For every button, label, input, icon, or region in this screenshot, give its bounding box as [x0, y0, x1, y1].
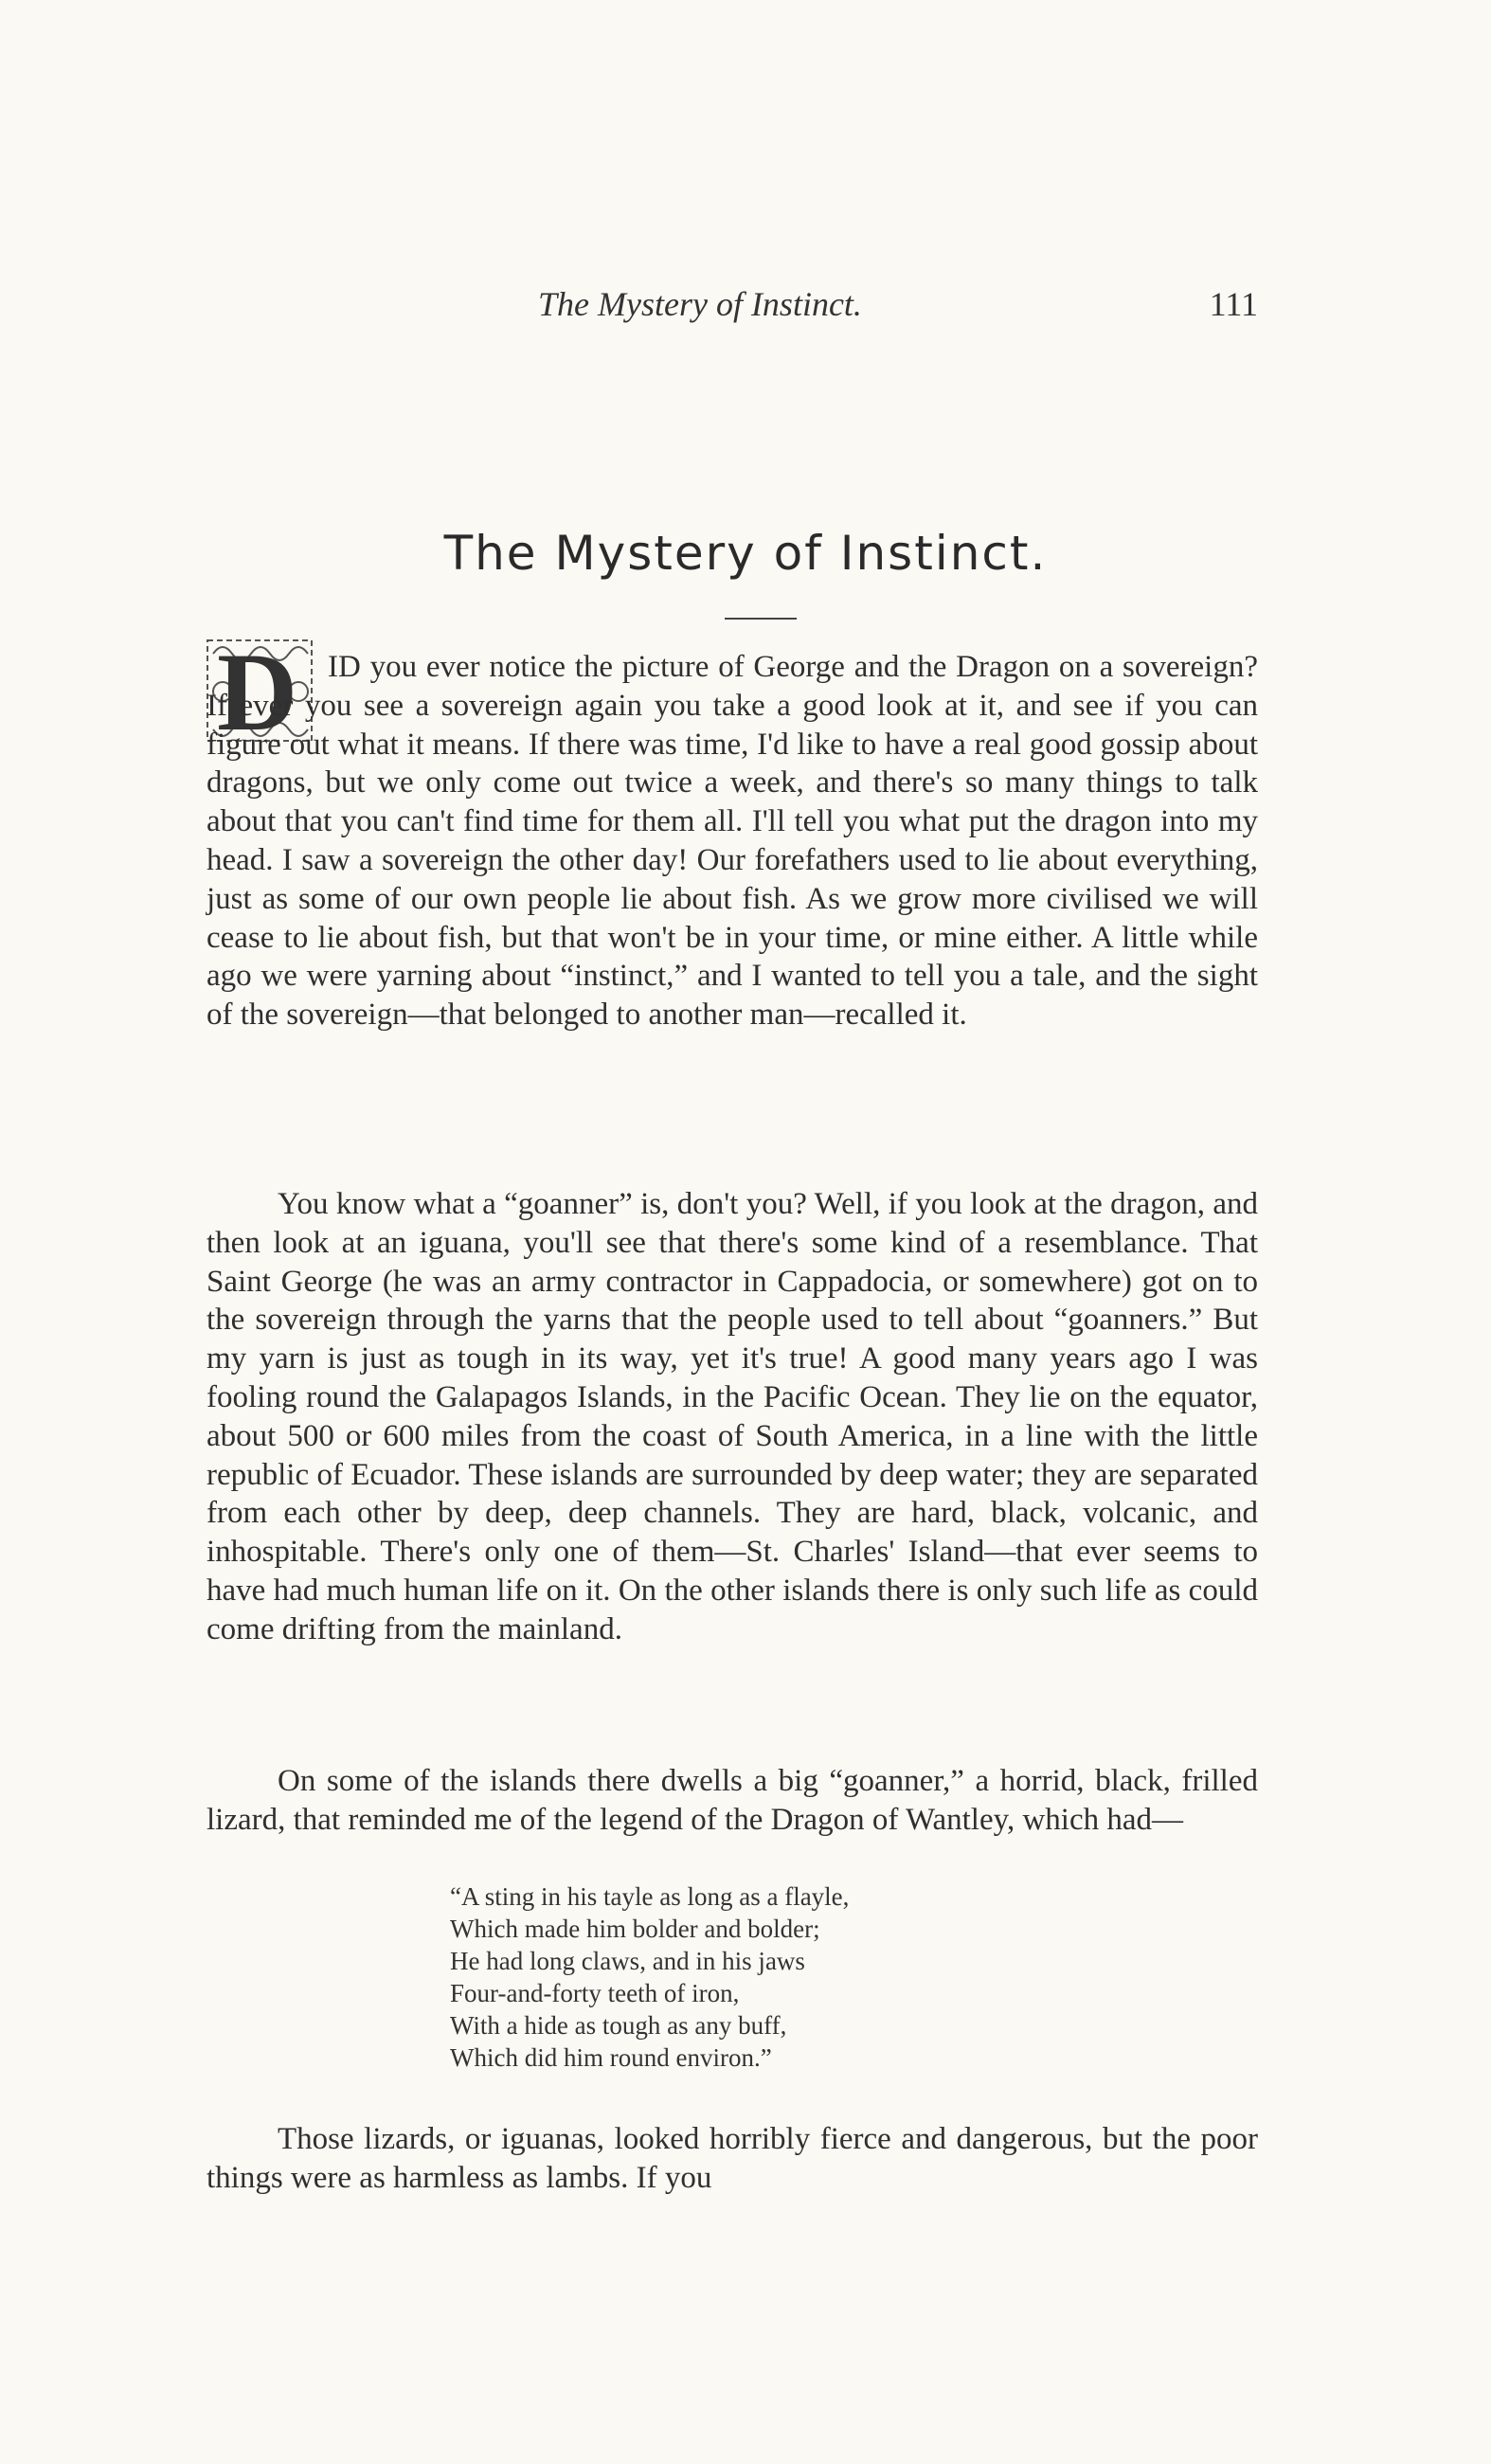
poem-quote: [450, 1880, 1113, 2074]
drop-cap-letter: D: [217, 630, 298, 754]
title-rule: [725, 618, 797, 620]
paragraph-1: [207, 648, 1258, 1034]
chapter-title: The Mystery of Instinct.: [443, 526, 1048, 581]
paragraph-3-text: On some of the islands there dwells a big “goanner,” a horrid, black, frilled lizard, that reminded me of the legend of the Dragon of Wantley, which had—: [207, 1764, 1258, 1837]
poem-line: With a hide as tough as any buff,: [450, 2011, 787, 2040]
paragraph-2: [207, 1185, 1258, 1649]
poem-line: Four-and-forty teeth of iron,: [450, 1979, 740, 2007]
page-number: 111: [1209, 285, 1258, 323]
paragraph-1-text: ID you ever notice the picture of George and the Dragon on a sovereign? If ever you see a sovereign again you take a good look at it, and see if you can figure out what it means. If there was time, I'd like to have a real good gossip about dragons, but we only come out twice a week, and there's so many things to talk about that you can't find time for them all. I'll tell you what put the dragon into my head. I saw a sovereign the other day! Our forefathers used to lie about everything, just as some of our own people lie about fish. As we grow more civilised we will cease to lie about fish, but that won't be in your time, or mine either. A little while ago we were yarning about “instinct,” and I wanted to tell you a tale, and the sight of the sovereign—that belonged to another man—recalled it.: [207, 650, 1258, 1033]
poem-line: “A sting in his tayle as long as a flayle,: [450, 1882, 850, 1911]
poem-line: He had long claws, and in his jaws: [450, 1947, 805, 1975]
running-head: [207, 284, 1258, 332]
poem-line: Which made him bolder and bolder;: [450, 1915, 820, 1943]
paragraph-3: [207, 1762, 1258, 1840]
paragraph-4-text: Those lizards, or iguanas, looked horribly fierce and dangerous, but the poor things were as harmless as lambs. If you: [207, 2122, 1258, 2195]
paragraph-4: [207, 2120, 1258, 2198]
paragraph-2-text: You know what a “goanner” is, don't you? Well, if you look at the dragon, and then look at an iguana, you'll see that there's some kind of a resemblance. That Saint George (he was an army contractor in Cappadocia, or somewhere) got on to the sovereign through the yarns that the people used to tell about “goanners.” But my yarn is just as tough in its way, yet it's true! A good many years ago I was fooling round the Galapagos Islands, in the Pacific Ocean. They lie on the equator, about 500 or 600 miles from the coast of South America, in a line with the little republic of Ecuador. These islands are surrounded by deep water; they are separated from each other by deep, deep channels. They are hard, black, volcanic, and inhospitable. There's only one of them—St. Charles' Island—that ever seems to have had much human life on it. On the other islands there is only such life as could come drifting from the mainland.: [207, 1187, 1258, 1646]
running-title: The Mystery of Instinct.: [538, 285, 862, 323]
poem-line: Which did him round environ.”: [450, 2043, 772, 2072]
